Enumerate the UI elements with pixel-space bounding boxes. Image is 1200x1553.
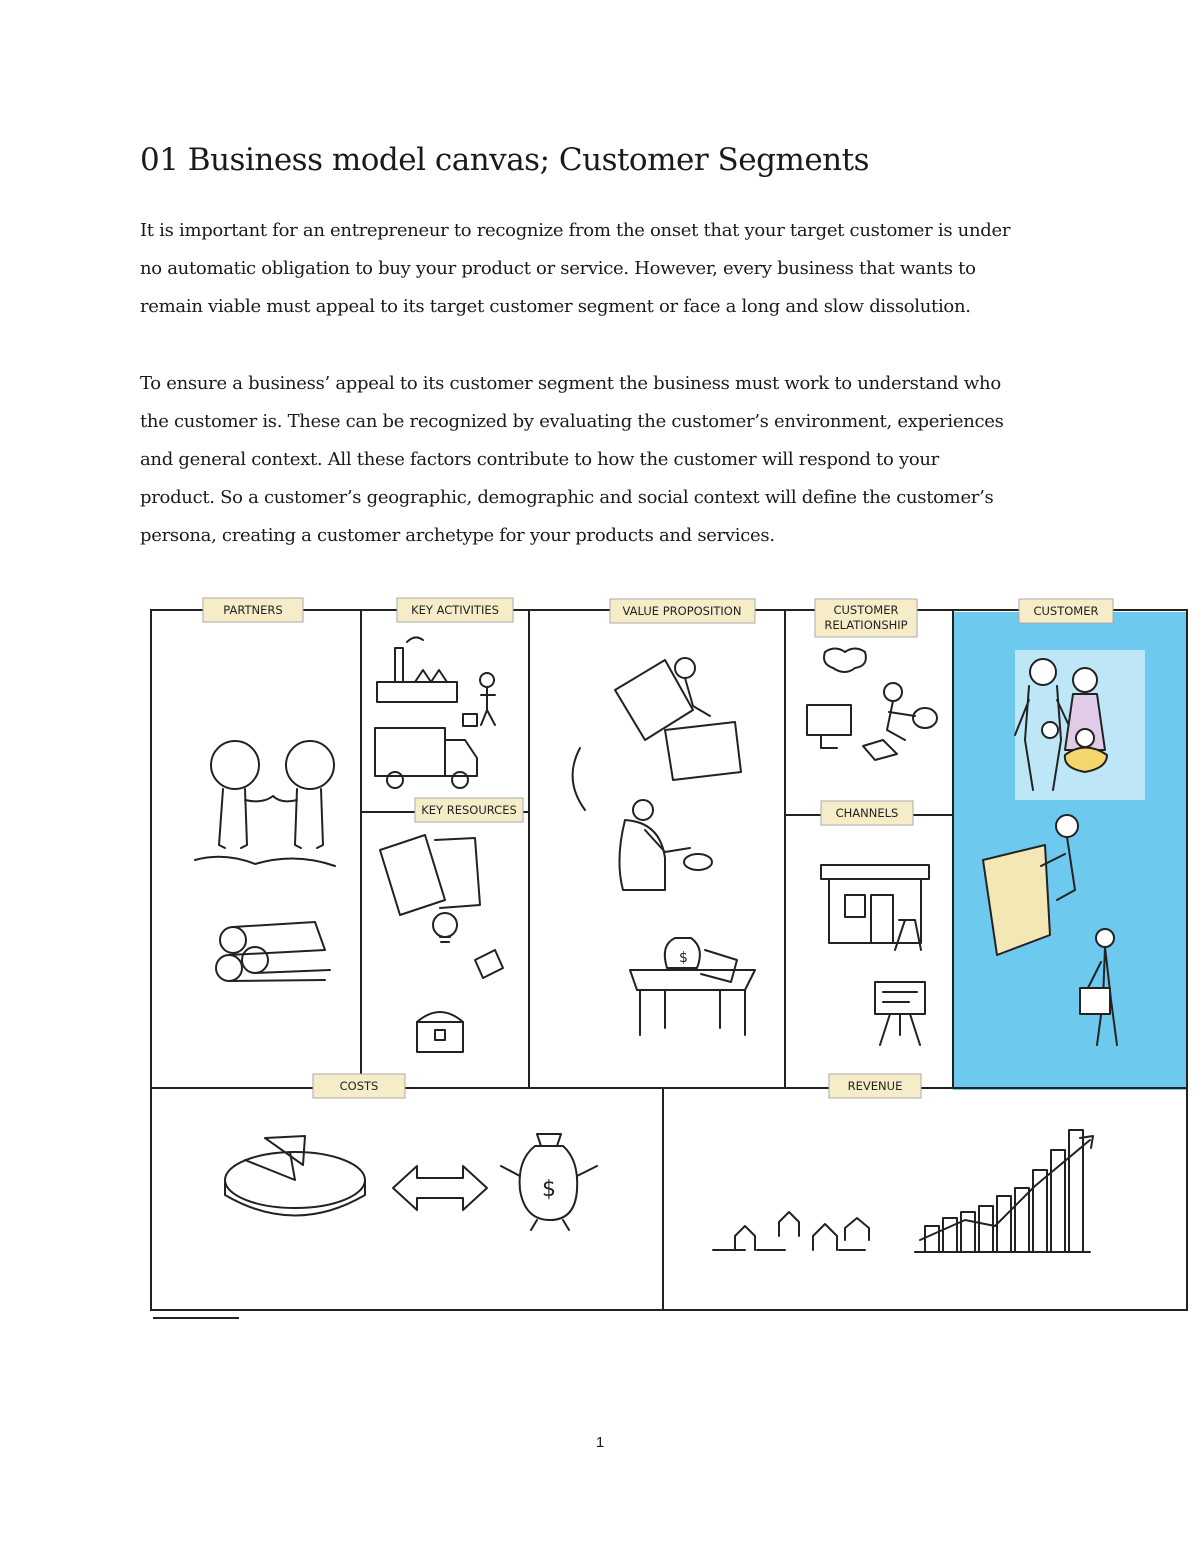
svg-text:CUSTOMER: CUSTOMER — [1033, 604, 1099, 618]
text-line: no automatic obligation to buy your product or service. However, every business that wants to — [140, 258, 976, 279]
easel-board-icon — [875, 982, 925, 1045]
svg-text:CUSTOMER: CUSTOMER — [833, 603, 899, 617]
svg-text:PARTNERS: PARTNERS — [223, 603, 283, 617]
label-revenue — [829, 1074, 921, 1098]
text-line: persona, creating a customer archetype for your products and services. — [140, 525, 775, 546]
paragraph-persona — [140, 365, 1100, 555]
family-icon — [1015, 650, 1145, 800]
text-line: It is important for an entrepreneur to recognize from the onset that your target customer is under — [140, 220, 1011, 241]
relaxing-person-icon — [573, 748, 712, 890]
two-way-arrow-icon — [393, 1166, 487, 1210]
treasure-chest-icon — [417, 1012, 463, 1052]
label-customer-relationship — [815, 599, 917, 637]
storefront-icon — [821, 865, 929, 950]
text-line: To ensure a business’ appeal to its customer segment the business must work to understand who — [140, 373, 1001, 394]
label-channels — [821, 801, 913, 825]
laptop-support-icon — [807, 649, 937, 761]
label-partners — [203, 598, 303, 622]
svg-text:RELATIONSHIP: RELATIONSHIP — [824, 618, 908, 632]
houses-icon — [713, 1212, 869, 1250]
documents-lightbulb-icon — [380, 835, 503, 978]
svg-text:COSTS: COSTS — [339, 1079, 379, 1093]
label-value-proposition — [610, 599, 755, 623]
truck-icon — [375, 728, 477, 788]
business-model-canvas-figure — [145, 590, 1195, 1325]
text-line: and general context. All these factors contribute to how the customer will respond to your — [140, 449, 939, 470]
svg-text:REVENUE: REVENUE — [847, 1079, 903, 1093]
page-number: 1 — [595, 1434, 605, 1451]
svg-text:$: $ — [679, 950, 688, 966]
canvas-svg — [145, 590, 1195, 1325]
handshake-people-icon — [195, 741, 335, 866]
text-line: the customer is. These can be recognized by evaluating the customer’s environment, experiences — [140, 411, 1004, 432]
worker-icon — [463, 673, 495, 726]
pie-chart-icon — [225, 1136, 365, 1216]
factory-icon — [377, 637, 457, 702]
label-costs — [313, 1074, 405, 1098]
svg-text:KEY RESOURCES: KEY RESOURCES — [421, 803, 517, 817]
label-key-activities — [397, 598, 513, 622]
paragraph-intro — [140, 212, 1100, 326]
label-key-resources — [415, 798, 523, 822]
label-customer — [1019, 599, 1113, 623]
svg-text:VALUE PROPOSITION: VALUE PROPOSITION — [622, 604, 742, 618]
text-line: remain viable must appeal to its target customer segment or face a long and slow dissolution. — [140, 296, 971, 317]
logs-icon — [216, 922, 330, 981]
svg-text:CHANNELS: CHANNELS — [835, 806, 899, 820]
page-title: 01 Business model canvas; Customer Segments — [140, 142, 870, 178]
puzzle-team-icon — [615, 658, 741, 780]
growth-bar-chart-icon — [915, 1130, 1093, 1252]
svg-text:KEY ACTIVITIES: KEY ACTIVITIES — [411, 603, 499, 617]
svg-text:$: $ — [542, 1177, 556, 1202]
money-bag-character-icon — [501, 1134, 597, 1230]
text-line: product. So a customer’s geographic, demographic and social context will define the customer’s — [140, 487, 994, 508]
money-bag-on-table-icon — [630, 938, 755, 1035]
